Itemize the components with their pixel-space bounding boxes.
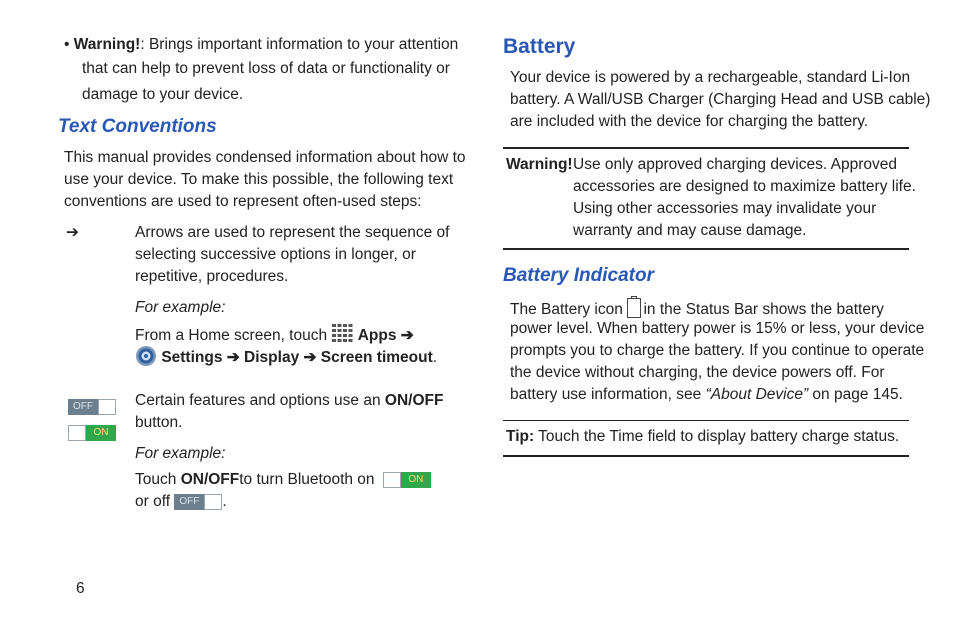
tip-label: Tip: [506,428,535,445]
for-example-2: For example: [135,445,226,462]
indicator-text-1b: in the Status Bar shows the battery [643,301,884,318]
warning-text-1: : Brings important information to your attention [140,36,459,53]
toggle-knob [383,472,401,488]
toggle-off-inline-icon [174,494,222,510]
warning-text-2: that can help to prevent loss of data or functionality or [82,60,450,77]
warning-text-3: damage to your device. [82,86,244,103]
intro-line-3: conventions are used to represent often-used steps: [64,193,422,210]
warning-bottom-rule [503,248,909,250]
example1-line-2 [135,345,437,369]
toggle-knob [68,425,86,441]
battery-icon [627,296,639,316]
indicator-line-4: the device without charging, the device powers off. For [510,364,885,381]
arrow-icon: ➔ [66,224,79,241]
toggle-off-icon [68,398,116,416]
indicator-line-2: power level. When battery power is 15% or less, your device [510,320,925,337]
example2-rest: to turn Bluetooth on [239,471,375,488]
warning-bullet-line-1 [64,34,458,56]
toggle-on-icon [68,424,116,442]
toggle-on-inline-icon [383,472,431,488]
example2-touch: Touch [135,471,177,488]
arrow-text-3: repetitive, procedures. [135,268,289,285]
battery-line-1: Your device is powered by a rechargeable, standard Li-Ion [510,69,911,86]
intro-line-2: use your device. To make this possible, the following text [64,171,454,188]
page-number: 6 [76,580,85,597]
warning-label: Warning! [73,36,141,53]
arrow-text-1: Arrows are used to represent the sequence of [135,224,450,241]
indicator-text-5a: battery use information, see [510,386,702,403]
apps-icon [331,323,353,343]
tip-text: Touch the Time field to display battery charge status. [538,428,900,445]
indicator-line-5 [510,384,903,406]
onoff-bold: ON/OFF [384,392,444,409]
indicator-text-1a: The Battery icon [510,301,623,318]
example1-prefix: From a Home screen, touch [135,327,328,344]
onoff-line-1 [135,390,443,412]
toggle-knob [98,399,116,415]
battery-indicator-heading: Battery Indicator [503,265,654,286]
example2-line-2 [135,491,227,513]
example1-line-1 [135,323,414,347]
example2-line-1 [135,469,431,491]
warning-top-rule [503,147,909,149]
example1-apps: Apps ➔ [357,327,414,344]
warning-box-line-4: warranty and may cause damage. [573,222,807,239]
warning-box-label [506,154,573,176]
warning-box-line-1: Use only approved charging devices. Approved [573,156,897,173]
settings-gear-icon [135,345,157,367]
indicator-text-5b: on page 145. [812,386,903,403]
toggle-on-label: ON [86,425,116,441]
text-conventions-heading: Text Conventions [58,116,217,137]
toggle-on-label: ON [401,472,431,488]
toggle-knob [204,494,222,510]
example2-or-off: or off [135,493,171,510]
toggle-off-label: OFF [68,399,98,415]
onoff-text-1: Certain features and options use an [135,392,381,409]
battery-line-3: are included with the device for charging the battery. [510,113,869,130]
arrow-text-2: selecting successive options in longer, or [135,246,416,263]
warning-box-line-2: accessories are designed to maximize battery life. [573,178,916,195]
example2-bold: ON/OFF [180,471,240,488]
tip-bottom-rule [503,455,909,457]
example2-end: . [222,493,227,510]
for-example-1: For example: [135,299,226,316]
tip-top-rule [503,420,909,421]
intro-line-1: This manual provides condensed information about how to [64,149,466,166]
example1-end: . [432,349,438,366]
onoff-text-2: button. [135,414,183,431]
warning-box-line-3: Using other accessories may invalidate your [573,200,877,217]
indicator-line-3: prompts you to charge the battery. If you continue to operate [510,342,925,359]
battery-line-2: battery. A Wall/USB Charger (Charging Head and USB cable) [510,91,931,108]
bullet: • [64,36,70,53]
toggle-off-label: OFF [174,494,204,510]
example1-settings: Settings ➔ Display ➔ Screen timeout [161,349,433,366]
warning-label-right: Warning! [506,156,573,173]
tip-line [506,426,899,448]
about-device-link[interactable]: “About Device” [705,386,809,403]
battery-heading: Battery [503,35,576,58]
